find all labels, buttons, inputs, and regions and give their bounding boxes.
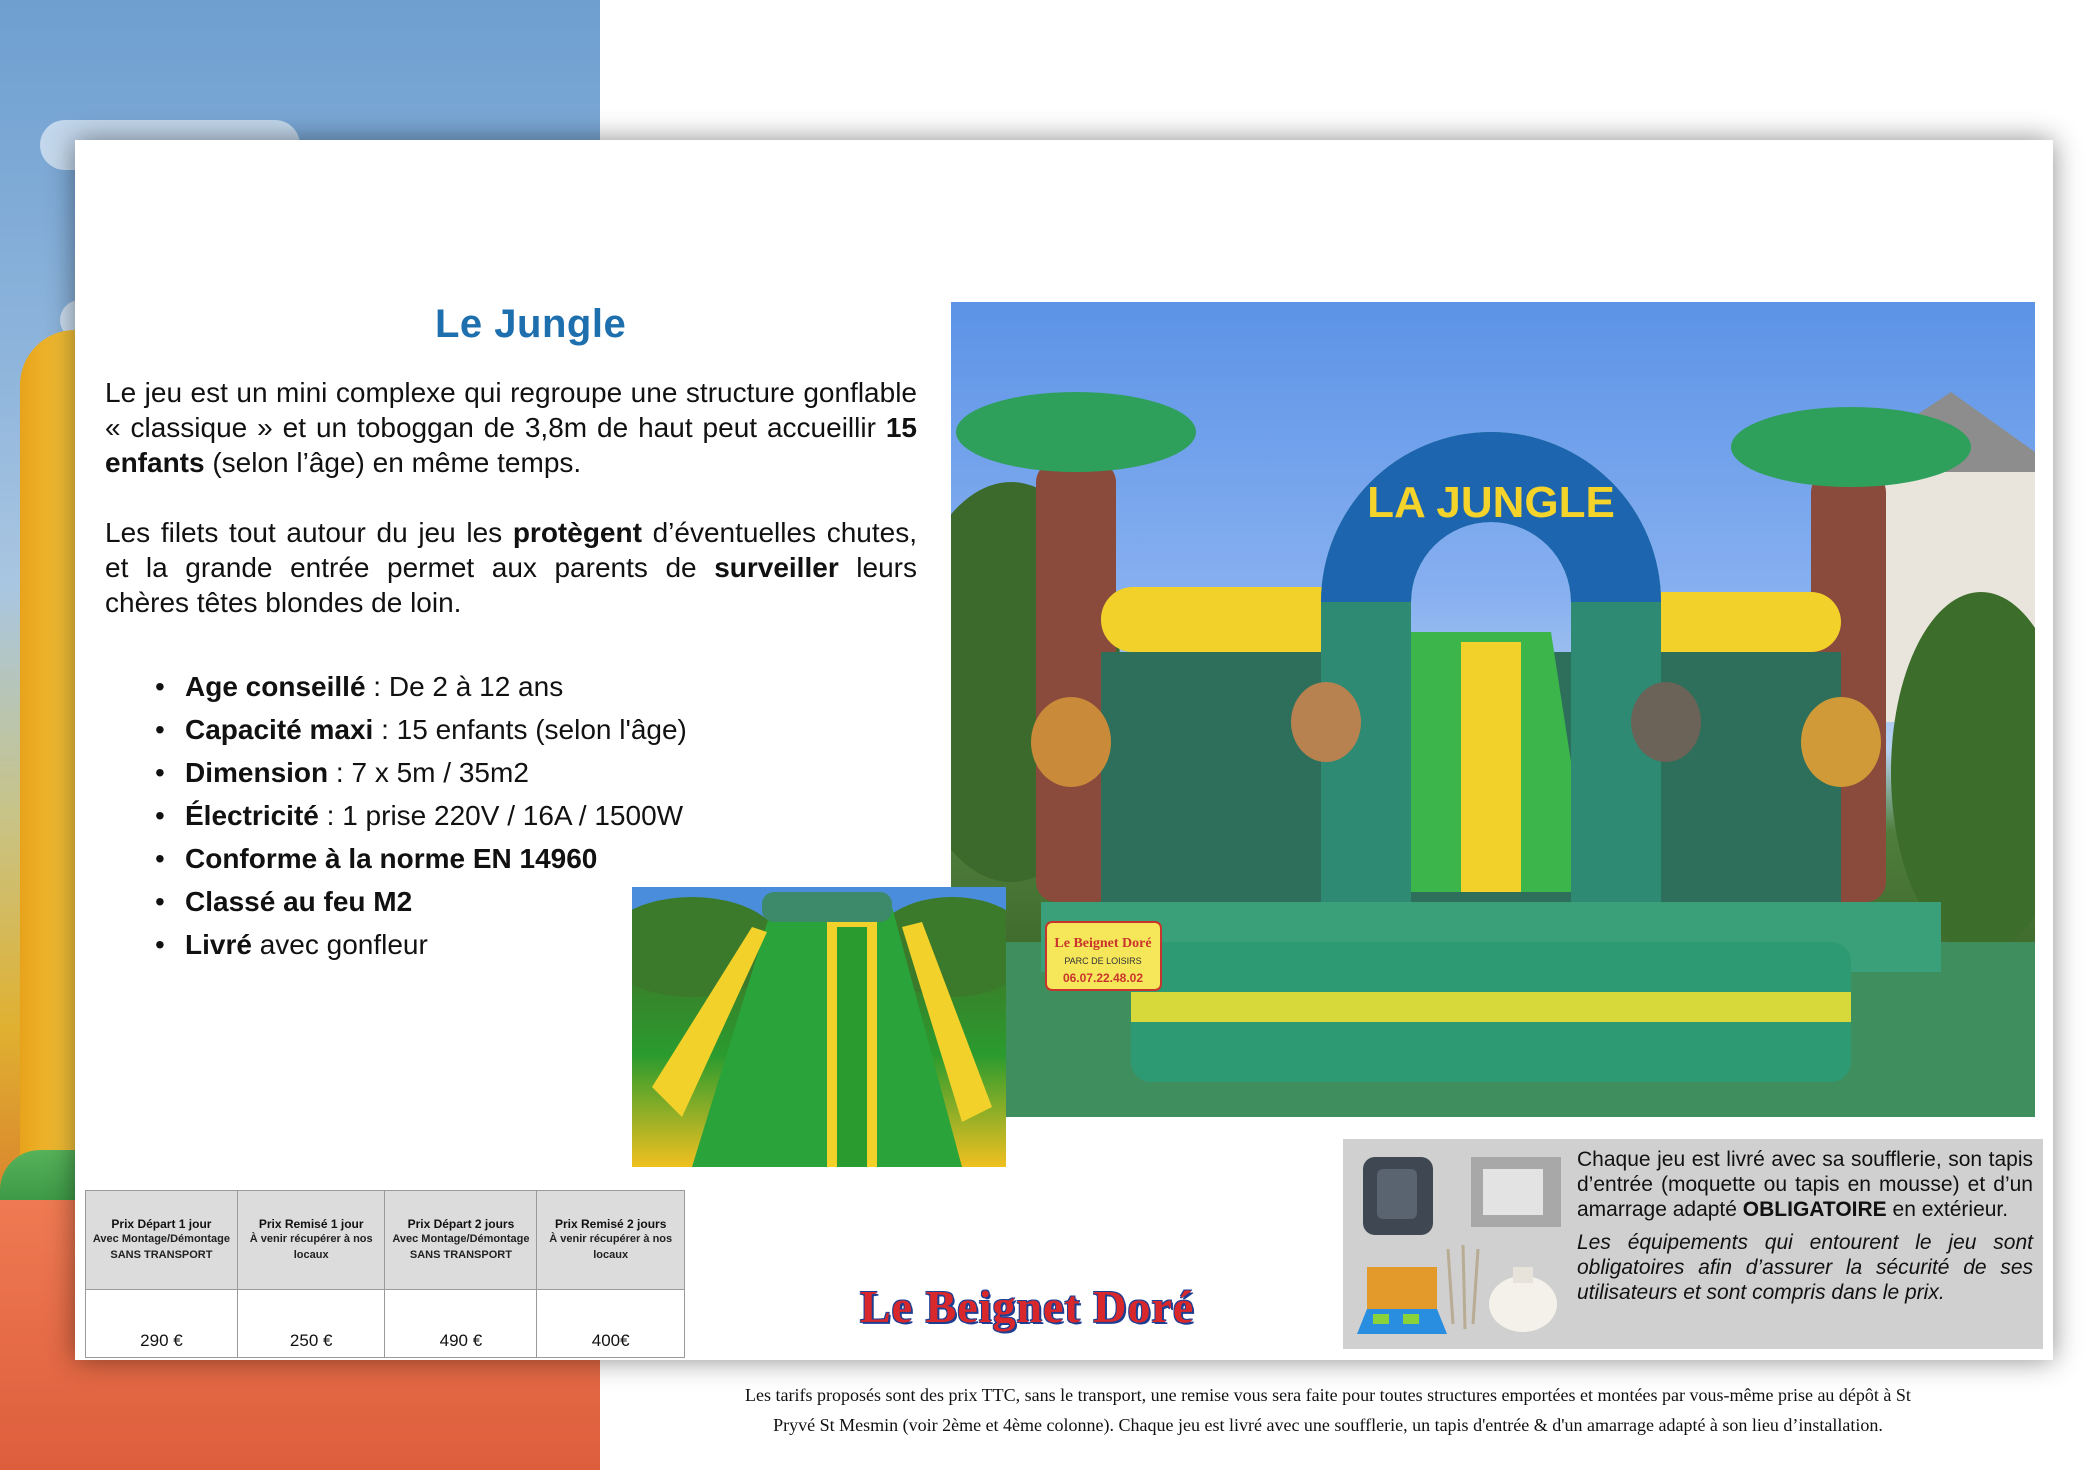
equipment-box [1343,1139,2043,1349]
spec-age: • Age conseillé : De 2 à 12 ans [155,665,687,708]
pricing-header: Prix Remisé 1 jour À venir récupérer à nos locaux [237,1191,385,1290]
intro-paragraph-1: Le jeu est un mini complexe qui regroupe une structure gonflable « classique » et un toboggan de 3,8m de haut peut accueillir 15 enfants (selon l’âge) en même temps. [105,377,917,478]
footer-note [628,1380,2028,1440]
arch-label: LA JUNGLE [1367,478,1615,527]
product-card [75,140,2053,1360]
slide-photo [632,887,1006,1167]
sign-subtitle: PARC DE LOISIRS [1064,956,1142,966]
pricing-values-row [86,1290,685,1358]
price-cell: 290 € [86,1290,238,1358]
pricing-table [85,1190,685,1358]
sign-phone: 06.07.22.48.02 [1062,971,1144,985]
equipment-description: Chaque jeu est livré avec sa soufflerie, son tapis d’entrée (moquette ou tapis en mousse) et d’un amarrage adapté OBLIGATOIRE en extérieur. Les équipements qui entourent le jeu sont obligatoires afin d’assurer la sécurité de ses utilisateurs et sont compris dans le prix. [1577,1148,2033,1304]
footer-line-1: Les tarifs proposés sont des prix TTC, sans le transport, une remise vous sera faite pour toutes structures emportées et montées par vous-même prise au dépôt à St [745,1385,1911,1405]
sign-brand: Le Beignet Doré [1054,936,1152,951]
equipment-images [1353,1149,1573,1339]
pricing-header: Prix Remisé 2 jours À venir récupérer à nos locaux [537,1191,685,1290]
brand-logo: Le Beignet Doré [860,1281,1195,1332]
spec-dimension: • Dimension : 7 x 5m / 35m2 [155,751,687,794]
footer-line-2: Pryvé St Mesmin (voir 2ème et 4ème colonne). Chaque jeu est livré avec une soufflerie, un tapis d'entrée & d'un amarrage adapté à son lieu d’installation. [773,1415,1883,1435]
spec-electricity: • Électricité : 1 prise 220V / 16A / 1500W [155,794,687,837]
spec-norm: • Conforme à la norme EN 14960 [155,837,687,880]
price-cell: 490 € [385,1290,537,1358]
spec-list [155,665,687,966]
pricing-header: Prix Départ 2 jours Avec Montage/Démontage SANS TRANSPORT [385,1191,537,1290]
price-cell: 250 € [237,1290,385,1358]
equipment-note: Les équipements qui entourent le jeu sont obligatoires afin d’assurer la sécurité de ses utilisateurs et sont compris dans le prix. [1577,1231,2033,1304]
bouncy-castle-photo [951,302,2035,1117]
intro-paragraph-2: Les filets tout autour du jeu les protègent d’éventuelles chutes, et la grande entrée permet aux parents de surveiller leurs chères têtes blondes de loin. [105,517,918,618]
pricing-header-row [86,1191,685,1290]
pricing-header: Prix Départ 1 jour Avec Montage/Démontage SANS TRANSPORT [86,1191,238,1290]
spec-fire-class: • Classé au feu M2 [155,880,687,923]
price-cell: 400€ [537,1290,685,1358]
product-title: Le Jungle [435,302,627,346]
spec-capacity: • Capacité maxi : 15 enfants (selon l'âge) [155,708,687,751]
spec-delivery: • Livré avec gonfleur [155,923,687,966]
